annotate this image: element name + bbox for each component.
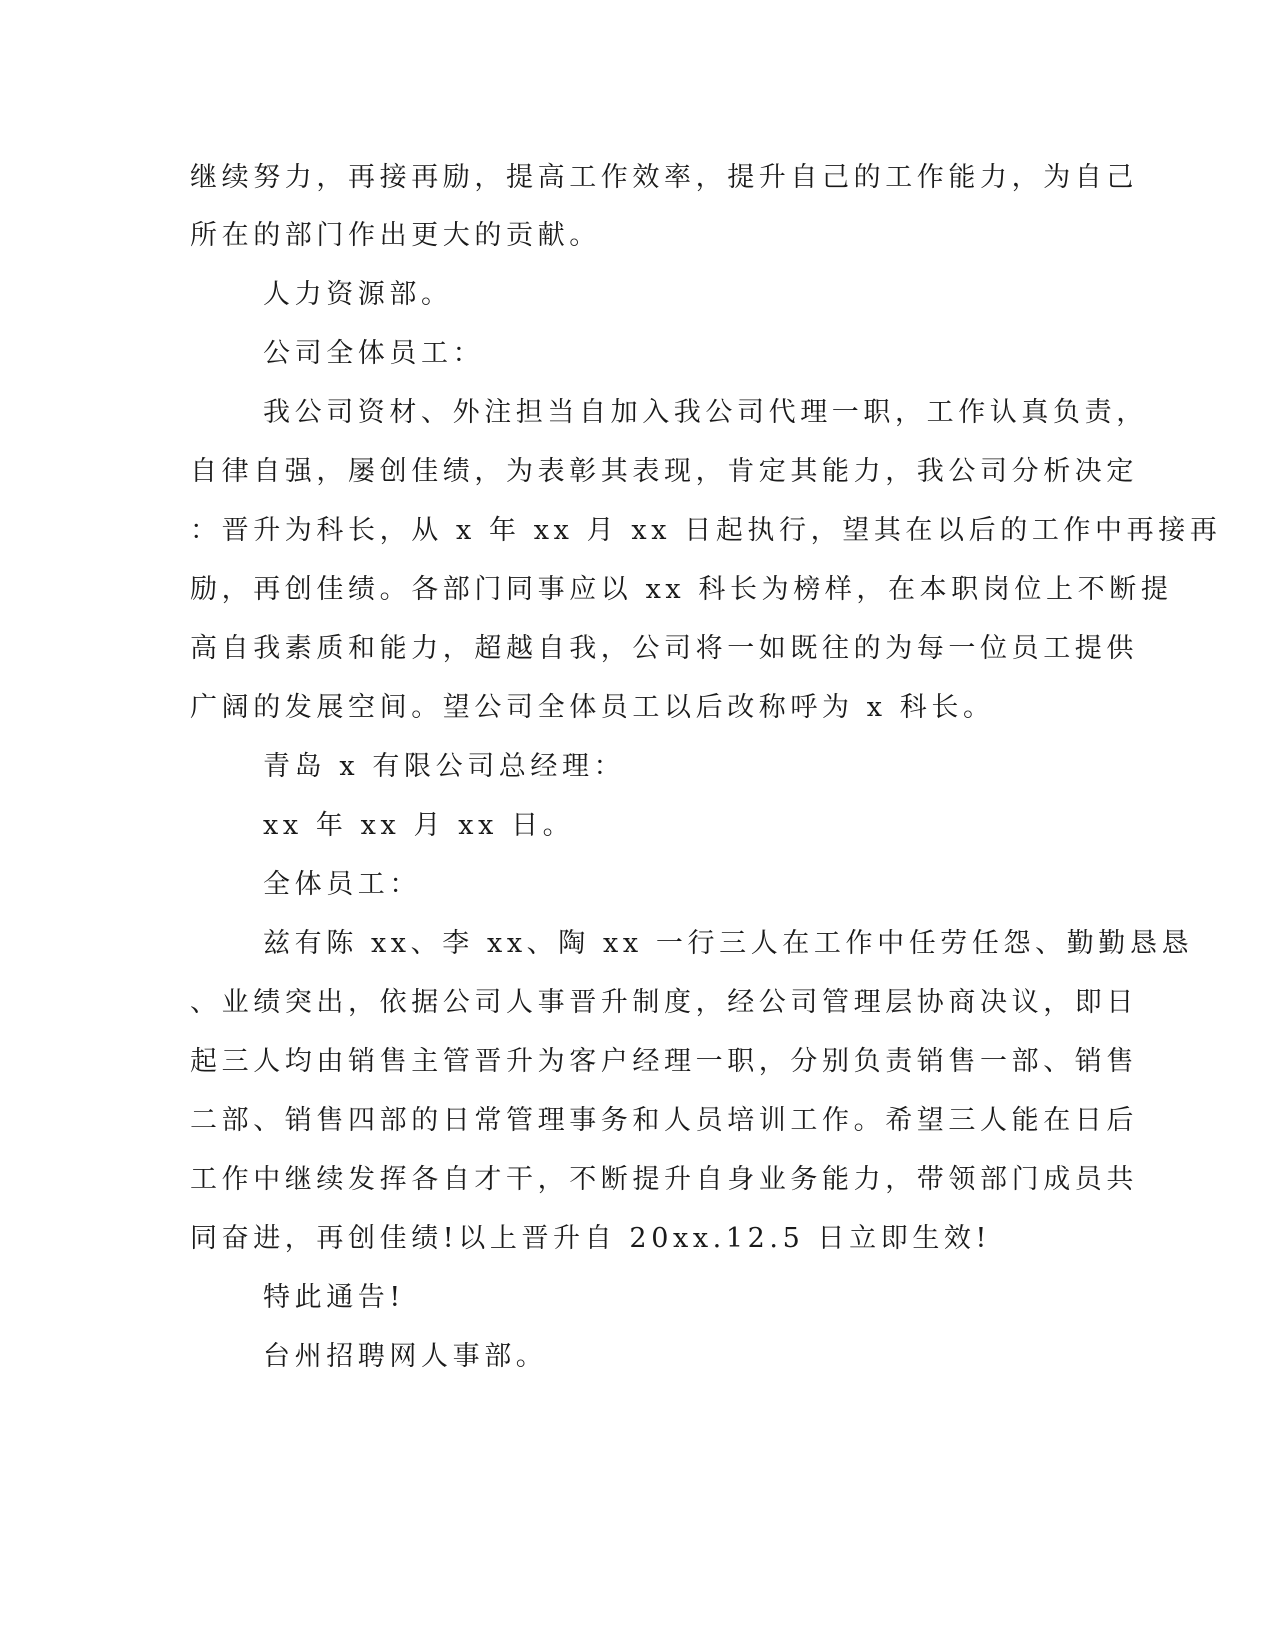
signature-general-manager: 青岛 x 有限公司总经理： — [263, 751, 626, 782]
text-line-15: 、业绩突出，依据公司人事晋升制度，经公司管理层协商决议，即日 — [190, 987, 1138, 1018]
text-line-9: 高自我素质和能力，超越自我，公司将一如既往的为每一位员工提供 — [190, 633, 1138, 664]
text-line-8: 励，再创佳绩。各部门同事应以 xx 科长为榜样，在本职岗位上不断提 — [190, 574, 1173, 605]
text-line-10: 广阔的发展空间。望公司全体员工以后改称呼为 x 科长。 — [190, 692, 995, 723]
text-line-18: 工作中继续发挥各自才干，不断提升自身业务能力，带领部门成员共 — [190, 1164, 1138, 1195]
signature-date: xx 年 xx 月 xx 日。 — [263, 810, 575, 841]
text-line-7: ：晋升为科长，从 x 年 xx 月 xx 日起执行，望其在以后的工作中再接再 — [190, 515, 1222, 546]
text-line-5: 我公司资材、外注担当自加入我公司代理一职，工作认真负责， — [263, 397, 1148, 428]
text-line-6: 自律自强，屡创佳绩，为表彰其表现，肯定其能力，我公司分析决定 — [190, 456, 1138, 487]
notice-closing: 特此通告! — [263, 1282, 405, 1313]
text-line-1: 继续努力，再接再励，提高工作效率，提升自己的工作能力，为自己 — [190, 162, 1138, 193]
text-line-19: 同奋进，再创佳绩!以上晋升自 20xx.12.5 日立即生效! — [190, 1223, 991, 1254]
salutation-all-employees: 全体员工： — [263, 869, 421, 900]
text-line-14: 兹有陈 xx、李 xx、陶 xx 一行三人在工作中任劳任怨、勤勤恳恳 — [263, 928, 1194, 959]
text-line-2: 所在的部门作出更大的贡献。 — [190, 220, 601, 251]
signature-hr-department: 人力资源部。 — [263, 279, 453, 310]
text-line-17: 二部、销售四部的日常管理事务和人员培训工作。希望三人能在日后 — [190, 1105, 1138, 1136]
signature-taizhou-hr: 台州招聘网人事部。 — [263, 1341, 548, 1372]
text-line-16: 起三人均由销售主管晋升为客户经理一职，分别负责销售一部、销售 — [190, 1046, 1138, 1077]
salutation-all-staff: 公司全体员工： — [263, 338, 485, 369]
